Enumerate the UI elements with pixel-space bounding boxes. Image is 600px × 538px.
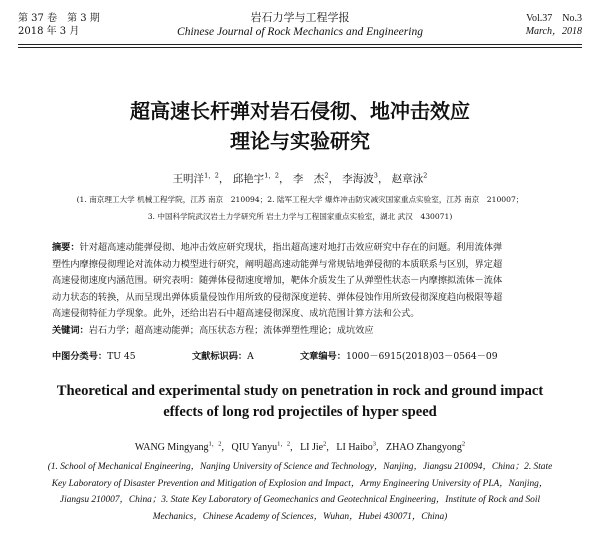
author-en: ZHAO Zhangyong$^2$ xyxy=(386,440,466,453)
title-cn-line-2: 理论与实验研究 xyxy=(230,129,370,153)
affiliation-en-line-3: Jiangsu 210007，China；3. State Key Laboratory of Geomechanics and Geotechnical Engineering，Institute of Rock and Soil xyxy=(59,495,541,506)
clc-number: 中图分类号：TU 45 xyxy=(52,351,136,362)
abstract-line: 动力状态的转换，从而呈现出弹体质量侵蚀作用所致的侵彻深度逆转、弹体侵蚀作用所致侵彻深度趋向极限等超 xyxy=(52,291,503,303)
header-journal-en: Chinese Journal of Rock Mechanics and Engineering xyxy=(177,26,423,38)
header-issue-block xyxy=(18,12,100,38)
affiliation-cn-line-2: 3. 中国科学院武汉岩土力学研究所 岩土力学与工程国家重点实验室，湖北 武汉 430071) xyxy=(147,212,453,221)
author-cn: 李海波$^3$ xyxy=(342,171,378,185)
affiliation-en-line-2: Key Laboratory of Disaster Prevention and Mitigation of Explosion and Impact，Army Engineering University of PLA，Nanjing， xyxy=(51,478,549,489)
header-rule-bottom xyxy=(18,47,582,48)
abstract-line: 高速侵彻特征力学现象。此外，还给出岩石中超高速侵彻深度、成坑范围计算方法和公式。 xyxy=(52,308,420,319)
author-cn: 赵章泳$^2$ xyxy=(391,171,428,185)
authors-cn: 王明洋$^{1,2}$， 邱艳宇$^{1,2}$， 李 杰$^2$， 李海波$^3$， 赵章泳$^2$ xyxy=(172,171,428,185)
author-en: LI Haibo$^3$ xyxy=(336,440,377,453)
keywords xyxy=(52,323,552,340)
author-cn: 邱艳宇$^{1,2}$ xyxy=(232,171,279,185)
author-en: LI Jie$^2$ xyxy=(300,440,327,453)
affiliation-en-line-1: (1. School of Mechanical Engineering，Nanjing University of Science and Technology，Nanjing，Jiangsu 210094，China；2. State xyxy=(47,462,553,472)
keywords-label: 关键词： xyxy=(52,324,89,336)
abstract-label: 摘要： xyxy=(52,242,80,253)
header-rule-top xyxy=(18,44,582,45)
abstract-line: 针对超高速动能弹侵彻、地冲击效应研究现状，指出超高速对地打击效应研究中存在的问题。利用流体弹 xyxy=(79,242,503,253)
author-en: WANG Mingyang$^{1,2}$ xyxy=(134,440,222,453)
header-volume-en: Vol.37 No.3 xyxy=(526,13,582,24)
author-en: QIU Yanyu$^{1,2}$ xyxy=(231,440,291,453)
header-journal-block xyxy=(150,11,450,39)
header-volume-block xyxy=(526,12,582,38)
abstract xyxy=(52,240,552,339)
author-cn: 王明洋$^{1,2}$ xyxy=(172,171,219,185)
author-cn: 李 杰$^2$ xyxy=(292,171,329,185)
abstract-line: 高速侵彻速度内涵范围。研究表明：随弹体侵彻速度增加，靶体介质发生了从弹塑性状态－内摩擦拟流体－流体 xyxy=(52,275,503,286)
title-en-line-2: effects of long rod projectiles of hyper speed xyxy=(163,404,437,420)
abstract-line: 塑性内摩擦侵彻理论对流体动力模型进行研究，阐明超高速动能弹与常规钻地弹侵彻的本质联系与区别，界定超 xyxy=(52,258,503,270)
title-en-line-1: Theoretical and experimental study on penetration in rock and ground impact xyxy=(56,383,544,399)
title-cn-line-1: 超高速长杆弹对岩石侵彻、地冲击效应 xyxy=(130,99,470,123)
header-issue-cn: 第 37 卷 第 3 期 xyxy=(18,13,100,24)
keywords-text: 岩石力学；超高速动能弹；高压状态方程；流体弹塑性理论；成坑效应 xyxy=(88,324,374,336)
header-journal-cn: 岩石力学与工程学报 xyxy=(250,11,350,24)
affiliation-cn-line-1: (1. 南京理工大学 机械工程学院，江苏 南京 210094；2. 陆军工程大学 爆炸冲击防灾减灾国家重点实验室，江苏 南京 210007； xyxy=(76,195,524,204)
header-date-en: March，2018 xyxy=(525,26,582,37)
header-date-cn: 2018 年 3 月 xyxy=(18,26,80,37)
document-code: 文献标识码：A xyxy=(192,351,254,362)
article-id: 文章编号：1000－6915(2018)03－0564－09 xyxy=(300,351,498,362)
affiliation-en-line-4: Mechanics，Chinese Academy of Sciences，Wuhan，Hubei 430071，China) xyxy=(152,511,448,522)
authors-en: WANG Mingyang$^{1,2}$, QIU Yanyu$^{1,2}$, LI Jie$^2$, LI Haibo$^3$, ZHAO Zhangyong$^2$ xyxy=(134,440,466,453)
